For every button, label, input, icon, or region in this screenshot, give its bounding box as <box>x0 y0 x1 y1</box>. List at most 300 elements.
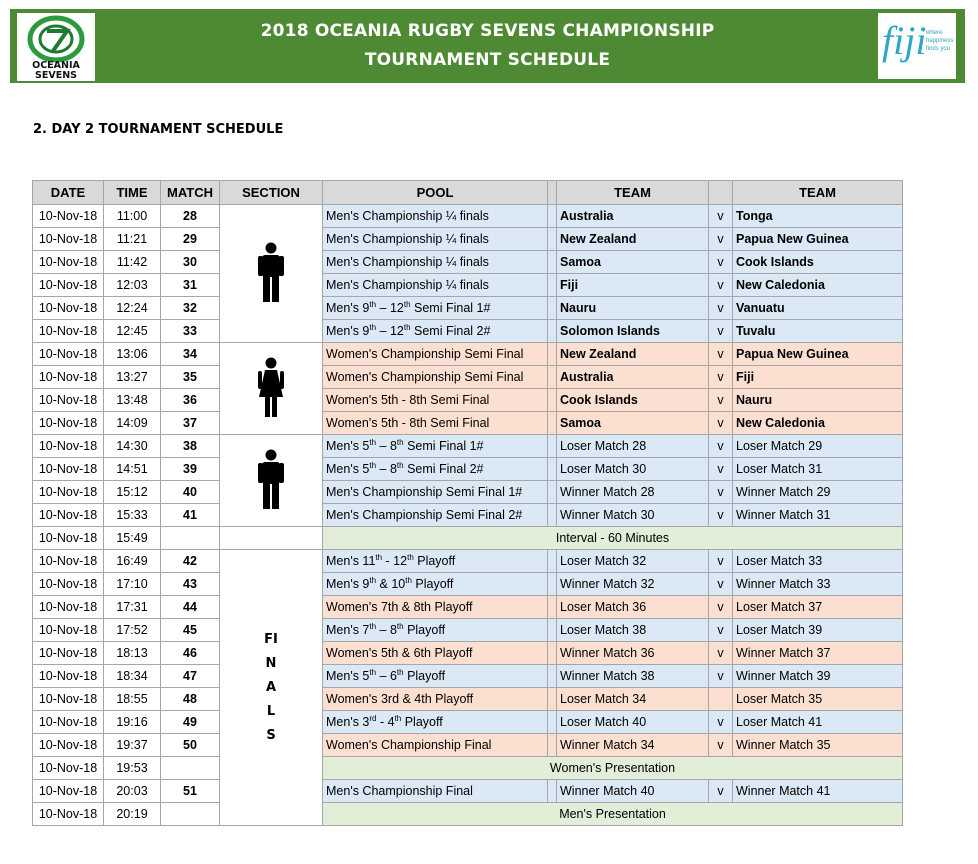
pool-text: Women's 5th - 8th Semi Final <box>326 416 490 430</box>
cell-time: 15:49 <box>104 527 161 550</box>
col-header-vs <box>709 181 733 205</box>
cell-team-1: Winner Match 30 <box>557 504 709 527</box>
cell-interval: Interval - 60 Minutes <box>323 527 903 550</box>
pool-superscript: th <box>375 553 383 562</box>
cell-gap <box>548 458 557 481</box>
cell-pool <box>323 274 548 297</box>
table-row <box>33 527 903 550</box>
cell-match: 30 <box>161 251 220 274</box>
cell-team-2: New Caledonia <box>733 274 903 297</box>
cell-gap <box>548 734 557 757</box>
fiji-logo-text: fiji <box>882 18 927 63</box>
cell-team-1: New Zealand <box>557 228 709 251</box>
pool-text: Playoff <box>401 715 443 729</box>
cell-team-1: Australia <box>557 205 709 228</box>
cell-date: 10-Nov-18 <box>33 780 104 803</box>
cell-match: 38 <box>161 435 220 458</box>
cell-team-2: Winner Match 41 <box>733 780 903 803</box>
cell-gap <box>548 228 557 251</box>
col-header-date: DATE <box>33 181 104 205</box>
cell-match: 51 <box>161 780 220 803</box>
cell-team-2: New Caledonia <box>733 412 903 435</box>
cell-gap <box>548 619 557 642</box>
cell-gap <box>548 274 557 297</box>
pool-superscript: th <box>369 461 377 470</box>
pool-text: – 8 <box>376 439 397 453</box>
pool-text: Men's Championship ¼ finals <box>326 278 489 292</box>
cell-match: 34 <box>161 343 220 366</box>
cell-interval: Women's Presentation <box>323 757 903 780</box>
cell-team-2: Winner Match 33 <box>733 573 903 596</box>
cell-pool <box>323 228 548 251</box>
cell-time: 19:53 <box>104 757 161 780</box>
cell-date: 10-Nov-18 <box>33 458 104 481</box>
cell-date: 10-Nov-18 <box>33 527 104 550</box>
table-row <box>33 780 903 803</box>
cell-time: 13:27 <box>104 366 161 389</box>
cell-team-1: Winner Match 38 <box>557 665 709 688</box>
cell-date: 10-Nov-18 <box>33 803 104 826</box>
table-row <box>33 228 903 251</box>
cell-team-2: Vanuatu <box>733 297 903 320</box>
pool-text: Men's Championship ¼ finals <box>326 209 489 223</box>
cell-pool <box>323 734 548 757</box>
oceania-sevens-logo <box>17 13 95 81</box>
cell-team-2: Loser Match 31 <box>733 458 903 481</box>
cell-team-1: New Zealand <box>557 343 709 366</box>
cell-date: 10-Nov-18 <box>33 596 104 619</box>
cell-pool <box>323 596 548 619</box>
cell-match: 29 <box>161 228 220 251</box>
pool-text: Men's 3 <box>326 715 370 729</box>
table-row <box>33 665 903 688</box>
cell-date: 10-Nov-18 <box>33 251 104 274</box>
tagline-line-1: where <box>926 30 943 36</box>
pool-text: Semi Final 1# <box>403 439 484 453</box>
table-row <box>33 550 903 573</box>
cell-section <box>220 527 323 550</box>
pool-text: Semi Final 1# <box>410 301 491 315</box>
pool-text: – 6 <box>376 669 397 683</box>
pool-text: Men's Championship Semi Final 2# <box>326 508 523 522</box>
cell-time: 15:33 <box>104 504 161 527</box>
table-row <box>33 757 903 780</box>
cell-gap <box>548 251 557 274</box>
cell-vs <box>709 688 733 711</box>
cell-gap <box>548 343 557 366</box>
cell-vs: v <box>709 366 733 389</box>
cell-section <box>220 435 323 527</box>
cell-vs: v <box>709 481 733 504</box>
pool-text: Men's 7 <box>326 623 370 637</box>
cell-time: 20:19 <box>104 803 161 826</box>
pool-superscript: th <box>369 438 377 447</box>
col-header-pool: POOL <box>323 181 548 205</box>
title-line-1: 2018 OCEANIA RUGBY SEVENS CHAMPIONSHIP <box>260 21 715 41</box>
header-row <box>33 181 903 205</box>
tagline-line-2: happiness <box>926 38 954 44</box>
cell-time: 18:13 <box>104 642 161 665</box>
cell-team-2: Loser Match 39 <box>733 619 903 642</box>
cell-match: 35 <box>161 366 220 389</box>
pool-text: Men's 9 <box>326 324 370 338</box>
cell-team-2: Fiji <box>733 366 903 389</box>
cell-team-1: Cook Islands <box>557 389 709 412</box>
table-row <box>33 688 903 711</box>
cell-date: 10-Nov-18 <box>33 274 104 297</box>
male-icon <box>258 242 284 302</box>
cell-team-2: Loser Match 29 <box>733 435 903 458</box>
col-header-time: TIME <box>104 181 161 205</box>
pool-text: Men's Championship Final <box>326 784 473 798</box>
cell-gap <box>548 481 557 504</box>
cell-date: 10-Nov-18 <box>33 435 104 458</box>
table-row <box>33 803 903 826</box>
pool-superscript: th <box>369 323 377 332</box>
pool-text: Men's Championship ¼ finals <box>326 255 489 269</box>
cell-pool <box>323 412 548 435</box>
cell-gap <box>548 688 557 711</box>
cell-team-2: Winner Match 35 <box>733 734 903 757</box>
pool-superscript: th <box>396 461 404 470</box>
cell-time: 17:31 <box>104 596 161 619</box>
cell-match <box>161 527 220 550</box>
title-line-2: TOURNAMENT SCHEDULE <box>364 50 611 70</box>
table-row <box>33 320 903 343</box>
cell-team-1: Winner Match 32 <box>557 573 709 596</box>
pool-text: Men's Championship Semi Final 1# <box>326 485 523 499</box>
cell-pool <box>323 205 548 228</box>
cell-interval: Men's Presentation <box>323 803 903 826</box>
cell-match: 40 <box>161 481 220 504</box>
cell-team-1: Winner Match 36 <box>557 642 709 665</box>
cell-match: 36 <box>161 389 220 412</box>
pool-text: Playoff <box>403 623 446 637</box>
cell-date: 10-Nov-18 <box>33 389 104 412</box>
cell-vs: v <box>709 711 733 734</box>
cell-vs: v <box>709 343 733 366</box>
cell-vs: v <box>709 734 733 757</box>
cell-pool <box>323 550 548 573</box>
pool-text: & 10 <box>376 577 406 591</box>
cell-time: 14:30 <box>104 435 161 458</box>
cell-pool <box>323 619 548 642</box>
col-header-gap <box>548 181 557 205</box>
cell-match: 46 <box>161 642 220 665</box>
table-row <box>33 274 903 297</box>
cell-gap <box>548 596 557 619</box>
cell-date: 10-Nov-18 <box>33 343 104 366</box>
cell-match: 33 <box>161 320 220 343</box>
cell-match: 45 <box>161 619 220 642</box>
cell-vs: v <box>709 642 733 665</box>
cell-date: 10-Nov-18 <box>33 504 104 527</box>
cell-time: 13:48 <box>104 389 161 412</box>
pool-superscript: th <box>396 668 404 677</box>
cell-gap <box>548 711 557 734</box>
pool-text: Playoff <box>403 669 446 683</box>
cell-team-2: Winner Match 37 <box>733 642 903 665</box>
cell-vs: v <box>709 665 733 688</box>
cell-vs: v <box>709 573 733 596</box>
cell-time: 15:12 <box>104 481 161 504</box>
pool-text: Women's 5th - 8th Semi Final <box>326 393 490 407</box>
table-row <box>33 573 903 596</box>
pool-superscript: th <box>369 668 377 677</box>
cell-time: 18:34 <box>104 665 161 688</box>
cell-team-2: Tuvalu <box>733 320 903 343</box>
cell-team-2: Cook Islands <box>733 251 903 274</box>
cell-date: 10-Nov-18 <box>33 688 104 711</box>
cell-vs: v <box>709 619 733 642</box>
cell-date: 10-Nov-18 <box>33 366 104 389</box>
col-header-team-1: TEAM <box>557 181 709 205</box>
table-row <box>33 412 903 435</box>
cell-vs: v <box>709 251 733 274</box>
cell-pool <box>323 251 548 274</box>
female-icon <box>258 357 284 417</box>
page-title <box>261 17 715 75</box>
pool-text: Playoff <box>411 577 454 591</box>
pool-text: Women's Championship Semi Final <box>326 370 524 384</box>
table-row <box>33 458 903 481</box>
cell-section <box>220 343 323 435</box>
cell-time: 20:03 <box>104 780 161 803</box>
cell-date: 10-Nov-18 <box>33 297 104 320</box>
cell-match: 42 <box>161 550 220 573</box>
cell-match: 48 <box>161 688 220 711</box>
pool-text: Men's 11 <box>326 554 376 568</box>
cell-gap <box>548 642 557 665</box>
pool-superscript: th <box>369 576 377 585</box>
table-row <box>33 251 903 274</box>
cell-date: 10-Nov-18 <box>33 228 104 251</box>
pool-text: - 4 <box>376 715 395 729</box>
oceania-logo-text: OCEANIA <box>32 60 80 71</box>
cell-pool <box>323 665 548 688</box>
header-banner <box>10 9 965 83</box>
cell-team-1: Australia <box>557 366 709 389</box>
cell-team-2: Loser Match 33 <box>733 550 903 573</box>
cell-vs: v <box>709 320 733 343</box>
cell-team-1: Loser Match 34 <box>557 688 709 711</box>
cell-team-1: Loser Match 36 <box>557 596 709 619</box>
table-row <box>33 481 903 504</box>
cell-vs: v <box>709 780 733 803</box>
cell-match: 37 <box>161 412 220 435</box>
cell-pool <box>323 711 548 734</box>
cell-time: 14:09 <box>104 412 161 435</box>
cell-time: 19:37 <box>104 734 161 757</box>
pool-superscript: th <box>407 553 414 562</box>
cell-team-2: Winner Match 29 <box>733 481 903 504</box>
cell-gap <box>548 504 557 527</box>
cell-pool <box>323 504 548 527</box>
cell-gap <box>548 366 557 389</box>
cell-pool <box>323 780 548 803</box>
pool-superscript: th <box>394 714 402 723</box>
pool-superscript: th <box>369 300 377 309</box>
cell-pool <box>323 297 548 320</box>
sevens-logo-text: SEVENS <box>35 70 77 81</box>
cell-gap <box>548 389 557 412</box>
pool-text: Men's 9 <box>326 577 370 591</box>
cell-time: 14:51 <box>104 458 161 481</box>
pool-text: Semi Final 2# <box>410 324 491 338</box>
cell-pool <box>323 573 548 596</box>
cell-team-1: Samoa <box>557 251 709 274</box>
cell-team-2: Papua New Guinea <box>733 228 903 251</box>
cell-match: 28 <box>161 205 220 228</box>
cell-section <box>220 205 323 343</box>
cell-gap <box>548 435 557 458</box>
cell-gap <box>548 412 557 435</box>
cell-time: 12:03 <box>104 274 161 297</box>
cell-time: 18:55 <box>104 688 161 711</box>
cell-vs: v <box>709 274 733 297</box>
cell-date: 10-Nov-18 <box>33 665 104 688</box>
fiji-logo-tagline <box>926 29 956 53</box>
cell-match: 43 <box>161 573 220 596</box>
cell-pool <box>323 343 548 366</box>
schedule-table <box>32 180 903 826</box>
col-header-section: SECTION <box>220 181 323 205</box>
cell-date: 10-Nov-18 <box>33 757 104 780</box>
cell-date: 10-Nov-18 <box>33 550 104 573</box>
cell-date: 10-Nov-18 <box>33 481 104 504</box>
pool-text: – 8 <box>376 462 397 476</box>
pool-text: Women's 7th & 8th Playoff <box>326 600 473 614</box>
cell-time: 11:00 <box>104 205 161 228</box>
cell-team-2: Loser Match 41 <box>733 711 903 734</box>
finals-vertical-label: FINALS <box>264 631 278 743</box>
pool-text: Playoff <box>413 554 456 568</box>
cell-gap <box>548 297 557 320</box>
table-row <box>33 642 903 665</box>
cell-match <box>161 757 220 780</box>
table-row <box>33 619 903 642</box>
pool-text: Men's Championship ¼ finals <box>326 232 489 246</box>
pool-text: - 12 <box>382 554 408 568</box>
cell-gap <box>548 573 557 596</box>
cell-team-1: Loser Match 38 <box>557 619 709 642</box>
table-row <box>33 389 903 412</box>
cell-team-2: Loser Match 37 <box>733 596 903 619</box>
cell-time: 17:52 <box>104 619 161 642</box>
cell-gap <box>548 320 557 343</box>
cell-team-2: Loser Match 35 <box>733 688 903 711</box>
cell-vs: v <box>709 412 733 435</box>
table-row <box>33 297 903 320</box>
pool-text: Men's 9 <box>326 301 370 315</box>
cell-team-1: Winner Match 28 <box>557 481 709 504</box>
cell-pool <box>323 458 548 481</box>
cell-time: 17:10 <box>104 573 161 596</box>
cell-gap <box>548 205 557 228</box>
table-row <box>33 504 903 527</box>
cell-vs: v <box>709 205 733 228</box>
schedule-body <box>33 205 903 826</box>
cell-vs: v <box>709 228 733 251</box>
cell-vs: v <box>709 550 733 573</box>
cell-date: 10-Nov-18 <box>33 573 104 596</box>
pool-text: – 12 <box>376 324 404 338</box>
tagline-line-3: finds you <box>926 46 951 52</box>
table-row <box>33 366 903 389</box>
cell-date: 10-Nov-18 <box>33 711 104 734</box>
cell-team-2: Nauru <box>733 389 903 412</box>
pool-text: – 12 <box>376 301 404 315</box>
cell-date: 10-Nov-18 <box>33 619 104 642</box>
cell-date: 10-Nov-18 <box>33 642 104 665</box>
pool-text: – 8 <box>376 623 397 637</box>
pool-superscript: th <box>403 323 411 332</box>
cell-date: 10-Nov-18 <box>33 205 104 228</box>
pool-superscript: th <box>403 300 411 309</box>
cell-match: 32 <box>161 297 220 320</box>
cell-team-1: Loser Match 28 <box>557 435 709 458</box>
cell-time: 13:06 <box>104 343 161 366</box>
cell-team-2: Winner Match 31 <box>733 504 903 527</box>
cell-team-1: Samoa <box>557 412 709 435</box>
cell-time: 16:49 <box>104 550 161 573</box>
table-row <box>33 435 903 458</box>
pool-text: Women's Championship Final <box>326 738 492 752</box>
cell-team-1: Nauru <box>557 297 709 320</box>
pool-superscript: th <box>396 622 404 631</box>
pool-text: Women's 5th & 6th Playoff <box>326 646 473 660</box>
cell-team-2: Tonga <box>733 205 903 228</box>
cell-match: 31 <box>161 274 220 297</box>
col-header-team-2: TEAM <box>733 181 903 205</box>
cell-gap <box>548 780 557 803</box>
table-row <box>33 205 903 228</box>
cell-time: 11:21 <box>104 228 161 251</box>
pool-text: Men's 5 <box>326 462 370 476</box>
cell-gap <box>548 550 557 573</box>
cell-team-1: Winner Match 40 <box>557 780 709 803</box>
cell-match: 39 <box>161 458 220 481</box>
table-row <box>33 711 903 734</box>
cell-time: 12:24 <box>104 297 161 320</box>
pool-superscript: th <box>405 576 412 585</box>
cell-vs: v <box>709 596 733 619</box>
cell-pool <box>323 642 548 665</box>
pool-text: Women's Championship Semi Final <box>326 347 524 361</box>
section-heading: 2. DAY 2 TOURNAMENT SCHEDULE <box>33 122 284 137</box>
cell-time: 11:42 <box>104 251 161 274</box>
cell-team-1: Fiji <box>557 274 709 297</box>
pool-superscript: rd <box>369 714 377 723</box>
cell-match: 47 <box>161 665 220 688</box>
pool-superscript: th <box>396 438 404 447</box>
table-row <box>33 596 903 619</box>
pool-text: Men's 5 <box>326 669 370 683</box>
pool-text: Women's 3rd & 4th Playoff <box>326 692 474 706</box>
cell-match: 50 <box>161 734 220 757</box>
cell-pool <box>323 688 548 711</box>
table-row <box>33 343 903 366</box>
cell-pool <box>323 481 548 504</box>
oceania-sevens-swirl-icon <box>17 13 95 63</box>
cell-match: 44 <box>161 596 220 619</box>
fiji-logo <box>878 13 956 79</box>
cell-pool <box>323 366 548 389</box>
cell-team-2: Winner Match 39 <box>733 665 903 688</box>
cell-team-1: Loser Match 30 <box>557 458 709 481</box>
cell-vs: v <box>709 435 733 458</box>
cell-vs: v <box>709 389 733 412</box>
